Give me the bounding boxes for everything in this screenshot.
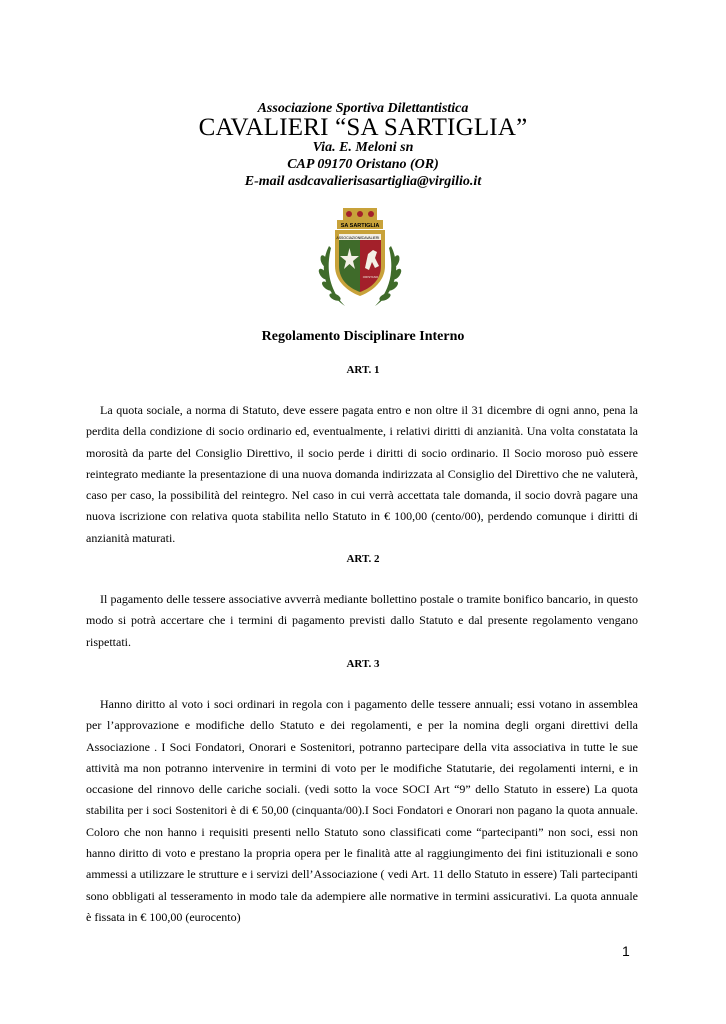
email-line: E-mail asdcavalierisasartiglia@virgilio.it — [244, 174, 482, 189]
article-heading: ART. 2 — [346, 553, 380, 565]
association-title: CAVALIERI “SA SARTIGLIA” — [198, 114, 528, 141]
article-text: La quota sociale, a norma di Statuto, deve essere pagata entro e non oltre il 31 dicembre di ogni anno, pena la perdita della condizione di socio ordinario ed, eventualmente, i relativi diritti di anzianità. Una volta constatata la morosità da parte del Consiglio Direttivo, il socio perde i diritti di socio ordinario. Il Socio moroso può essere reintegrato mediante la presentazione di una nuova domanda indirizzata al Consiglio del Direttivo che ne valuterà, caso per caso, la possibilità del reintegro. Nel caso in cui verrà accettata tale domanda, il socio dovrà pagare una nuova iscrizione con relativa quota stabilita nello Statuto in € 100,00 (cento/00), perdendo comunque i diritti di anzianità maturati. — [86, 403, 638, 545]
document-title: Regolamento Disciplinare Interno — [261, 329, 465, 344]
article-text: Hanno diritto al voto i soci ordinari in regola con i pagamento delle tessere annuali; essi votano in assemblea per l’approvazione e modifiche dello Statuto e dei regolamenti, e per la nomina degli organi direttivi della Associazione . I Soci Fondatori, Onorari e Sostenitori, potranno partecipare della vita associativa in tutte le sue attività ma non potranno intervenire in termini di voto per le modifiche Statutarie, dei regolamenti interni, e in occasione del rinnovo delle cariche sociali. (vedi sotto la voce SOCI Art “9” dello Statuto in essere) La quota stabilita per i soci Sostenitori è di € 50,00 (cinquanta/00).I Soci Fondatori e Onorari non pagano la quota annuale. Coloro che non hanno i requisiti presenti nello Statuto sono classificati come “partecipanti” non soci, essi non hanno diritto di voto e prestano la propria opera per le finalità atte al raggiungimento dei fini istituzionali e sono ammessi a utilizzare le strutture e i servizi dell’Associazione ( vedi Art. 11 dello Statuto in essere) Tali partecipanti sono obbligati al tesseramento in modo tale da adempiere alle normative in termini assicurativi. La quota annuale è fissata in € 100,00 (eurocento) — [86, 697, 638, 924]
cap-line: CAP 09170 Oristano (OR) — [287, 157, 439, 172]
crest-right-text: CAVALIERI — [361, 236, 380, 240]
article-heading: ART. 1 — [346, 364, 380, 376]
association-subtitle: Associazione Sportiva Dilettantistica — [257, 101, 469, 116]
article-heading: ART. 3 — [346, 658, 380, 670]
article-text: Il pagamento delle tessere associative avverrà mediante bollettino postale o tramite bonifico bancario, in questo modo si potrà accertare che i termini di pagamento previsti dallo Statuto e dal presente regolamento vengano rispettati. — [86, 592, 638, 649]
address-line: Via. E. Meloni sn — [312, 140, 414, 155]
crest-left-text: ASSOCIAZIONE — [336, 236, 363, 240]
crown-icon — [343, 208, 377, 220]
crest-banner-text: SA SARTIGLIA — [340, 223, 380, 229]
page-number: 1 — [622, 943, 630, 959]
crest-bottom-text: ORISTANO — [362, 275, 379, 279]
association-crest-logo — [315, 206, 405, 314]
